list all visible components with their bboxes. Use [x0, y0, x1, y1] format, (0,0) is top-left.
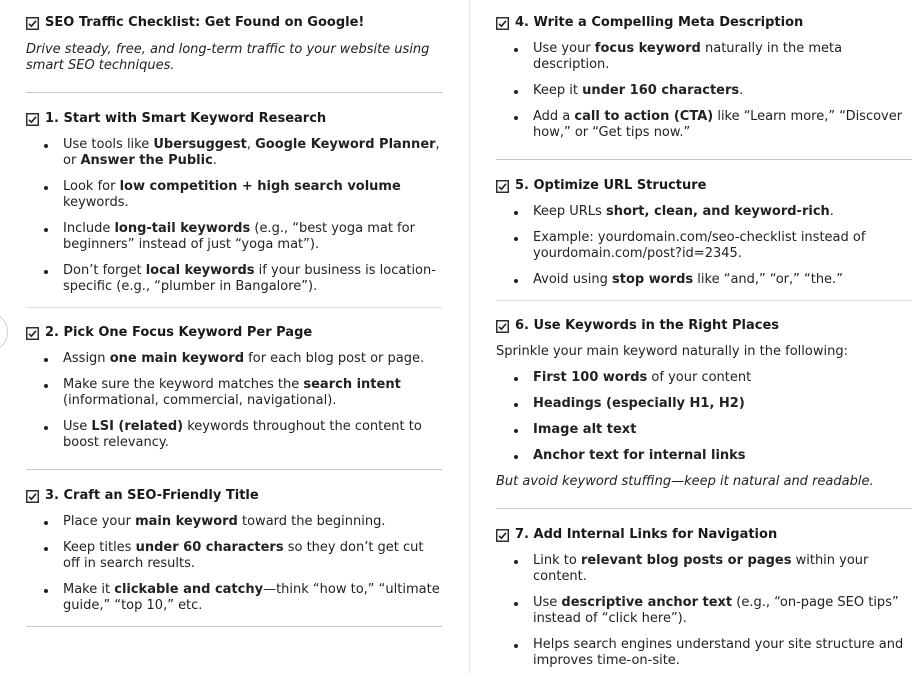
text: Use — [63, 419, 92, 434]
left-edge-scroll-handle[interactable] — [0, 316, 8, 348]
text: Assign — [63, 351, 110, 366]
text: (e.g., “on-page SEO tips” instead of “click here”). — [533, 595, 899, 626]
bold-text: search intent — [303, 377, 401, 392]
intro-text: Drive steady, free, and long-term traffic to your website using smart SEO techniques. — [26, 42, 430, 73]
list-item — [26, 419, 442, 451]
text: within your content. — [533, 553, 869, 584]
bold-text: Anchor text for internal links — [533, 448, 746, 463]
text: Keep URLs — [533, 204, 606, 219]
checkbox-icon — [26, 490, 39, 503]
section-divider — [496, 159, 912, 160]
text: Example: yourdomain.com/seo-checklist instead of yourdomain.com/post?id=2345. — [533, 230, 866, 261]
text: Use — [533, 595, 562, 610]
right-column — [496, 0, 912, 669]
bold-text: main keyword — [135, 514, 238, 529]
list-item — [496, 370, 912, 386]
text: Avoid using — [533, 272, 613, 287]
section-heading-seo-title: 3. Craft an SEO-Friendly Title — [26, 487, 442, 505]
text: Helps search engines understand your site structure and improves time-on-site. — [533, 637, 904, 668]
bold-text: descriptive anchor text — [561, 595, 733, 610]
text: Keep it — [533, 83, 583, 98]
text: keywords. — [63, 195, 129, 210]
list-item — [496, 230, 912, 262]
text: Add a — [533, 109, 575, 124]
left-column — [26, 0, 442, 627]
text: Use tools like — [63, 137, 154, 152]
list-item — [26, 179, 442, 211]
bold-text: under 60 characters — [135, 540, 284, 555]
keyword-research-list — [26, 137, 442, 295]
url-structure-list — [496, 204, 912, 288]
list-item — [496, 637, 912, 669]
text: Place your — [63, 514, 136, 529]
section-heading-url-structure: 5. Optimize URL Structure — [496, 177, 912, 195]
bold-text: long-tail keywords — [114, 221, 251, 236]
text: Look for — [63, 179, 120, 194]
list-item — [496, 448, 912, 464]
bold-text: short, clean, and keyword-rich — [605, 204, 830, 219]
bold-text: local keywords — [145, 263, 255, 278]
text: , — [246, 137, 256, 152]
section-heading-keyword-placement: 6. Use Keywords in the Right Places — [496, 317, 912, 335]
text: Include — [63, 221, 115, 236]
checkbox-icon — [496, 320, 509, 333]
bold-text: focus keyword — [594, 41, 701, 56]
text: naturally in the meta description. — [533, 41, 843, 72]
text: Keep titles — [63, 540, 136, 555]
bold-text: low competition + high search volume — [119, 179, 401, 194]
checkbox-icon — [26, 327, 39, 340]
section-divider — [496, 300, 912, 301]
checkbox-icon — [26, 17, 39, 30]
text: for each blog post or page. — [244, 351, 425, 366]
column-divider — [469, 0, 470, 674]
list-item — [26, 514, 442, 530]
bold-text: Image alt text — [533, 422, 637, 437]
internal-links-list — [496, 553, 912, 669]
checkbox-icon — [496, 17, 509, 30]
text: Make it — [63, 582, 115, 597]
checkbox-icon — [26, 113, 39, 126]
bold-text: call to action (CTA) — [574, 109, 714, 124]
section-divider — [26, 307, 442, 308]
keyword-placement-intro: Sprinkle your main keyword naturally in the following: — [496, 344, 848, 359]
section-heading-focus-keyword: 2. Pick One Focus Keyword Per Page — [26, 324, 442, 342]
text: Use your — [533, 41, 595, 56]
section-divider — [496, 508, 912, 509]
bold-text: relevant blog posts or pages — [580, 553, 792, 568]
checkbox-icon — [496, 180, 509, 193]
text: so they don’t get cut off in search results. — [63, 540, 424, 571]
meta-description-list — [496, 41, 912, 141]
text: —think “how to,” “ultimate guide,” “top 10,” etc. — [63, 582, 440, 613]
text: if your business is location-specific (e.g., “plumber in Bangalore”). — [63, 263, 436, 294]
section-divider — [26, 469, 442, 470]
text: toward the beginning. — [237, 514, 386, 529]
seo-title-list — [26, 514, 442, 614]
list-item — [496, 204, 912, 220]
bold-text: Ubersuggest — [153, 137, 247, 152]
list-item — [26, 263, 442, 295]
text: , or — [63, 137, 440, 168]
text: Link to — [533, 553, 581, 568]
section-divider — [26, 92, 442, 93]
text: Don’t forget — [63, 263, 146, 278]
keyword-placement-note: But avoid keyword stuffing—keep it natural and readable. — [496, 474, 874, 489]
text: Make sure the keyword matches the — [63, 377, 304, 392]
checklist-title: SEO Traffic Checklist: Get Found on Google! — [26, 14, 442, 32]
list-item — [496, 83, 912, 99]
list-item — [26, 137, 442, 169]
list-item — [496, 595, 912, 627]
section-divider — [26, 626, 442, 627]
list-item — [496, 272, 912, 288]
list-item — [26, 582, 442, 614]
text: (e.g., “best yoga mat for beginners” instead of just “yoga mat”). — [63, 221, 415, 252]
text: of your content — [647, 370, 752, 385]
text: keywords throughout the content to boost relevancy. — [63, 419, 422, 450]
bold-text: LSI (related) — [91, 419, 184, 434]
list-item — [26, 377, 442, 409]
checkbox-icon — [496, 529, 509, 542]
bold-text: under 160 characters — [582, 83, 740, 98]
list-item — [26, 351, 442, 367]
list-item — [496, 396, 912, 412]
list-item — [496, 109, 912, 141]
text: . — [212, 153, 217, 168]
bold-text: Answer the Public — [80, 153, 213, 168]
text: (informational, commercial, navigational). — [63, 393, 337, 408]
text: . — [829, 204, 834, 219]
list-item — [26, 221, 442, 253]
list-item — [496, 553, 912, 585]
keyword-placement-list — [496, 370, 912, 464]
bold-text: Google Keyword Planner — [255, 137, 436, 152]
list-item — [26, 540, 442, 572]
bold-text: First 100 words — [533, 370, 648, 385]
section-heading-meta-description: 4. Write a Compelling Meta Description — [496, 14, 912, 32]
bold-text: Headings (especially H1, H2) — [533, 396, 745, 411]
list-item — [496, 422, 912, 438]
list-item — [496, 41, 912, 73]
focus-keyword-list — [26, 351, 442, 451]
text: . — [739, 83, 744, 98]
bold-text: stop words — [612, 272, 694, 287]
bold-text: clickable and catchy — [114, 582, 264, 597]
bold-text: one main keyword — [109, 351, 245, 366]
text: like “and,” “or,” “the.” — [693, 272, 843, 287]
text: like “Learn more,” “Discover how,” or “Get tips now.” — [533, 109, 903, 140]
section-heading-keyword-research: 1. Start with Smart Keyword Research — [26, 110, 442, 128]
section-heading-internal-links: 7. Add Internal Links for Navigation — [496, 526, 912, 544]
